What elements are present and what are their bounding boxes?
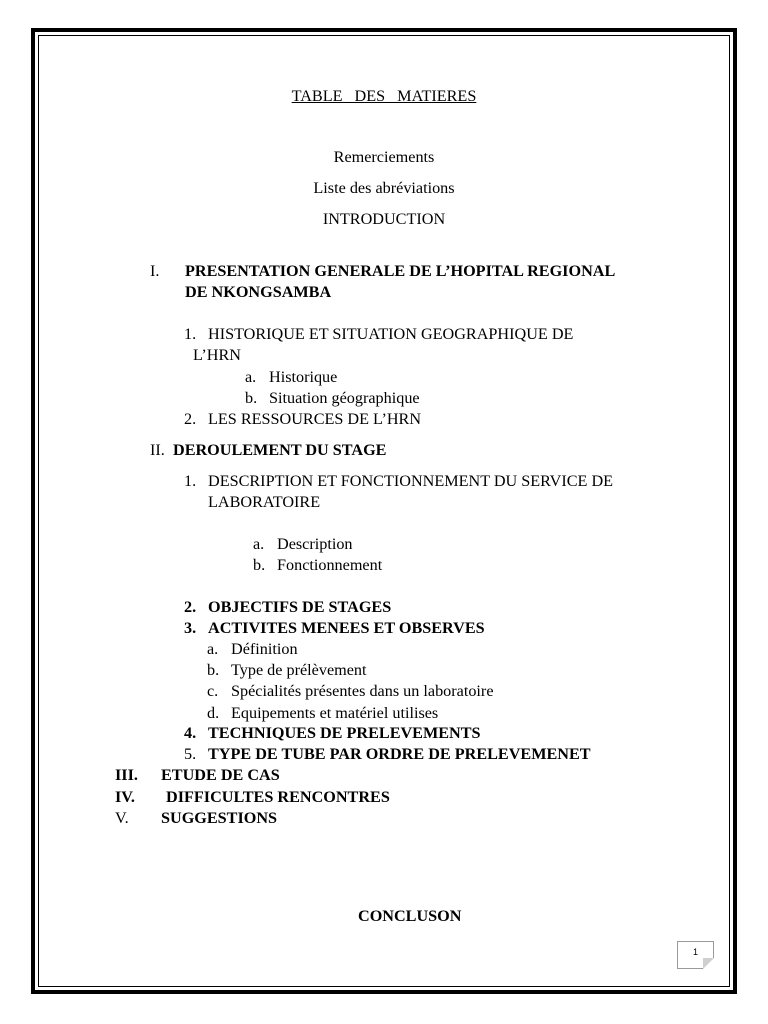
sec2-item3-number: 3. [184, 619, 197, 637]
sec2-item3-sub-number: c. [207, 682, 219, 700]
sec2-item3-sub-number: a. [207, 640, 219, 658]
sec2-item2-number: 2. [184, 598, 197, 616]
sec1-item2: LES RESSOURCES DE L’HRN [208, 410, 422, 428]
front-introduction: INTRODUCTION [322, 210, 446, 228]
sec1-sub-a-number: a. [245, 368, 257, 386]
toc-title: TABLE DES MATIERES [291, 87, 477, 105]
sec2-sub-a-number: a. [253, 535, 265, 553]
sec1-item1-number: 1. [184, 325, 197, 343]
sec2-item3-sub-label: Type de prélèvement [231, 661, 367, 679]
sec3-title: ETUDE DE CAS [161, 766, 280, 784]
sec2-item1-number: 1. [184, 472, 197, 490]
sec1-item1-line1: HISTORIQUE ET SITUATION GEOGRAPHIQUE DE [208, 325, 574, 343]
front-remerciements: Remerciements [333, 148, 435, 166]
sec2-item3-sub-label: Equipements et matériel utilises [231, 704, 439, 722]
sec2-item4-number: 4. [184, 724, 197, 742]
sec2-item5: TYPE DE TUBE PAR ORDRE DE PRELEVEMENET [208, 745, 591, 763]
sec1-title-line2: DE NKONGSAMBA [185, 283, 332, 301]
sec2-sub-a: Description [277, 535, 353, 553]
sec1-number: I. [150, 262, 160, 280]
sec2-item3-sub-number: d. [207, 704, 220, 722]
front-abbreviations: Liste des abréviations [313, 179, 455, 197]
sec4-number: IV. [115, 788, 135, 806]
sec4-title: DIFFICULTES RENCONTRES [166, 788, 390, 806]
page-border-inner [38, 35, 730, 987]
sec2-sub-b: Fonctionnement [277, 556, 383, 574]
sec2-item5-number: 5. [184, 745, 197, 763]
sec2-item3-sub-label: Définition [231, 640, 298, 658]
sec3-number: III. [115, 766, 138, 784]
sec2-title: DEROULEMENT DU STAGE [173, 441, 387, 459]
sec2-item1-line2: LABORATOIRE [208, 493, 321, 511]
sec2-item3-sub-number: b. [207, 661, 220, 679]
sec2-item4: TECHNIQUES DE PRELEVEMENTS [208, 724, 481, 742]
sec5-number: V. [115, 809, 129, 827]
sec2-item3-sub-label: Spécialités présentes dans un laboratoire [231, 682, 494, 700]
sec5-title: SUGGESTIONS [161, 809, 278, 827]
sec2-item3: ACTIVITES MENEES ET OBSERVES [208, 619, 485, 637]
page-number: 1 [692, 947, 698, 957]
sec1-sub-b: Situation géographique [269, 389, 420, 407]
sec2-item1-line1: DESCRIPTION ET FONCTIONNEMENT DU SERVICE DE [208, 472, 614, 490]
sec2-number: II. [150, 441, 165, 459]
sec1-sub-b-number: b. [245, 389, 258, 407]
page-number-box [677, 941, 714, 969]
sec1-item2-number: 2. [184, 410, 197, 428]
sec2-item2: OBJECTIFS DE STAGES [208, 598, 392, 616]
sec1-title-line1: PRESENTATION GENERALE DE L’HOPITAL REGIONAL [185, 262, 616, 280]
sec2-sub-b-number: b. [253, 556, 266, 574]
conclusion-heading: CONCLUSON [358, 907, 462, 925]
sec1-item1-line2: L’HRN [193, 346, 241, 364]
sec1-sub-a: Historique [269, 368, 338, 386]
page-curl-icon [703, 958, 714, 969]
